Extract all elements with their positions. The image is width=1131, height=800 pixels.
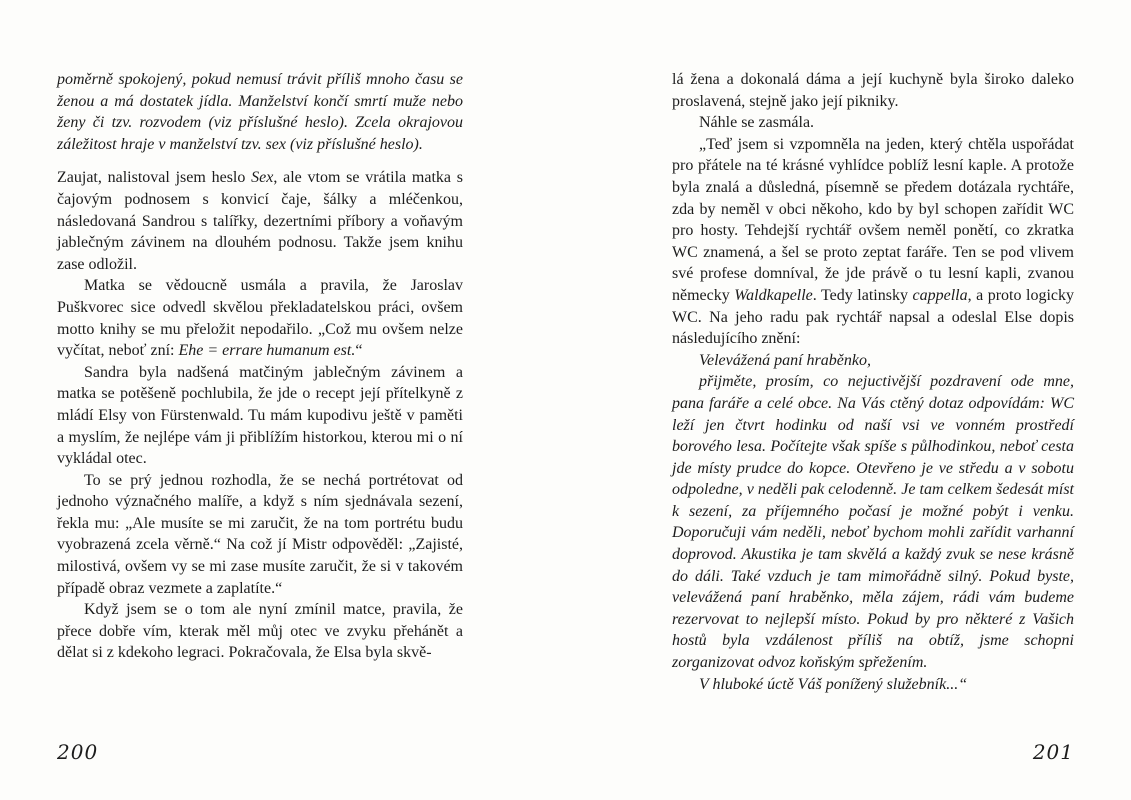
left-page — [57, 69, 463, 664]
paragraph: poměrně spokojený, pokud nemusí trávit příliš mnoho času se ženou a má dostatek jídla. Manželství končí smrtí muže nebo ženy či tzv. rozvodem (viz příslušné heslo). Zcela okrajovou záležitost hraje v manželství tzv. sex (viz příslušné heslo). — [57, 71, 463, 153]
right-page — [672, 69, 1074, 695]
letter-paragraph: V hluboké úctě Váš ponížený služebník...“ — [699, 675, 968, 693]
page-number: 201 — [1032, 740, 1074, 764]
paragraph: Zaujat, nalistoval jsem heslo Sex, ale vtom se vrátila matka s čajovým podnosem s konvicí čaje, šálky a mléčenkou, následovaná Sandrou s talířky, dezertními příbory a voňavým jablečným závinem na dlouhém podnosu. Takže jsem knihu zase odložil. — [57, 169, 463, 273]
paragraph: „Teď jsem si vzpomněla na jeden, který chtěla uspořádat pro přátele na té krásné vyhlídce poblíž lesní kaple. A protože byla znalá a důsledná, písemně se předem dotázala rychtáře, zda by neměl v obci někoho, kdo by byl schopen zařídit WC pro hosty. Tehdejší rychtář ovšem neměl ponětí, co zkratka WC znamená, a šel se proto zeptat faráře. Ten se pod vlivem své profese domníval, že jde právě o tu lesní kapli, zvanou německy Waldkapelle. Tedy latinsky cappella, a proto logicky WC. Na jeho radu pak rychtář napsal a odeslal Else dopis následujícího znění: — [672, 135, 1075, 348]
paragraph: Když jsem se o tom ale nyní zmínil matce, pravila, že přece dobře vím, kterak měl můj otec ve zvyku přehánět a dělat si z kdekoho legraci. Pokračovala, že Elsa byla skvě- — [57, 601, 463, 662]
paragraph: Náhle se zasmála. — [699, 114, 815, 132]
paragraph: To se prý jednou rozhodla, že se nechá portrétovat od jednoho význačného malíře, a když s ním sjednávala sezení, řekla mu: „Ale musíte se mi zaručit, že na tom portrétu budu vyobrazená zcela věrně.“ Na což jí Mistr odpověděl: „Zajisté, milostivá, ovšem vy se mi zase musíte zaručit, že si v takovém případě obraz vezmete a zaplatíte.“ — [57, 471, 463, 597]
page-number: 200 — [57, 740, 99, 764]
paragraph: lá žena a dokonalá dáma a její kuchyně byla široko daleko proslavená, stejně jako její pikniky. — [672, 71, 1074, 110]
letter-paragraph: Velevážená paní hraběnko, — [699, 351, 871, 369]
paragraph: Matka se vědoucně usmála a pravila, že Jaroslav Puškvorec sice odvedl skvělou překladatelskou práci, ovšem motto knihy se mu přeložit nepodařilo. „Což mu ovšem nelze vyčítat, neboť zní: Ehe = errare humanum est.“ — [57, 277, 463, 360]
letter-paragraph: přijměte, prosím, co nejuctivější pozdravení ode mne, pana faráře a celé obce. Na Vás ctěný dotaz odpovídám: WC leží jen čtvrt hodinku od naší vsi ve vonném prostředí borového lesa. Počítejte však spíše s půlhodinkou, neboť cesta jde místy prudce do kopce. Otevřeno je ve středu a v sobotu odpoledne, v neděli pak celodenně. Je tam celkem šedesát míst k sezení, za příjemného počasí je možné pobýt i venku. Doporučuji vám neděli, neboť bychom mohli zařídit varhanní doprovod. Akustika je tam skvělá a každý zvuk se nese krásně do dáli. Také vzduch je tam mimořádně silný. Pokud byste, velevážená paní hraběnko, měla zájem, rádi vám budeme rezervovat to nejlepší místo. Pokud by pro některé z Vašich hostů byla vzdálenost příliš na obtíž, jsme schopni zorganizovat odvoz koňským spřežením. — [672, 373, 1074, 672]
paragraph: Sandra byla nadšená matčiným jablečným závinem a matka se potěšeně pochlubila, že jde o recept její přítelkyně z mládí Elsy von Fürstenwald. Tu mám kupodivu ještě v paměti a myslím, že nejlépe vám ji přiblížím historkou, kterou mi o ní vykládal otec. — [57, 363, 463, 468]
